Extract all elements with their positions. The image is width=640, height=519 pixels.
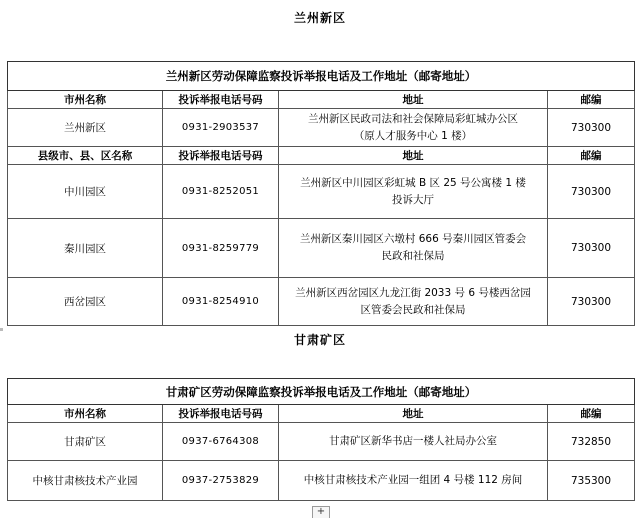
cell-postal: 732850 (548, 423, 635, 461)
address-line: （原人才服务中心 1 楼） (353, 129, 473, 142)
sub-header-row (8, 147, 635, 165)
cell-phone: 0931-8252051 (163, 165, 279, 219)
cell-phone: 0931-2903537 (163, 109, 279, 147)
subheader-postal: 邮编 (548, 147, 635, 165)
cell-name: 西岔园区 (8, 278, 163, 326)
add-row-button[interactable]: + (312, 506, 330, 518)
cell-address (279, 165, 548, 219)
address-line: 投诉大厅 (392, 193, 434, 206)
cell-address (279, 278, 548, 326)
cell-phone: 0937-2753829 (163, 461, 279, 501)
table-title: 甘肃矿区劳动保障监察投诉举报电话及工作地址（邮寄地址） (8, 379, 635, 405)
header-city: 市州名称 (8, 91, 163, 109)
cell-address (279, 219, 548, 278)
header-postal: 邮编 (548, 405, 635, 423)
header-phone: 投诉举报电话号码 (163, 405, 279, 423)
address-line: 中核甘肃核技术产业园一组团 4 号楼 112 房间 (303, 474, 523, 486)
subheader-phone: 投诉举报电话号码 (163, 147, 279, 165)
cell-name: 秦川园区 (8, 219, 163, 278)
address-line: 民政和社保局 (381, 250, 445, 262)
section-heading-lanzhou: 兰州新区 (293, 11, 346, 25)
cell-postal: 730300 (548, 219, 635, 278)
table-row (8, 423, 635, 461)
table-row (8, 278, 635, 326)
table-row (8, 461, 635, 501)
header-address: 地址 (279, 91, 548, 109)
cell-name: 中川园区 (8, 165, 163, 219)
header-row (8, 405, 635, 423)
table-row (8, 219, 635, 278)
cell-phone: 0931-8259779 (163, 219, 279, 278)
header-city: 市州名称 (8, 405, 163, 423)
address-line: 兰州新区民政司法和社会保障局彩虹城办公区 (308, 112, 518, 125)
table-row (8, 165, 635, 219)
cell-name: 兰州新区 (8, 109, 163, 147)
address-line: 区管委会民政和社保局 (360, 303, 466, 316)
contact-table-gansu (7, 378, 635, 501)
cell-postal: 730300 (548, 278, 635, 326)
table-row (8, 109, 635, 147)
cell-postal: 735300 (548, 461, 635, 501)
section-heading-gansu: 甘肃矿区 (293, 333, 346, 347)
table-title-row (8, 379, 635, 405)
header-address: 地址 (279, 405, 548, 423)
subheader-county: 县级市、县、区名称 (8, 147, 163, 165)
table-title-row (8, 62, 635, 91)
table-title: 兰州新区劳动保障监察投诉举报电话及工作地址（邮寄地址） (8, 62, 635, 91)
cell-phone: 0937-6764308 (163, 423, 279, 461)
subheader-address: 地址 (279, 147, 548, 165)
address-line: 兰州新区西岔园区九龙江街 2033 号 6 号楼西岔园 (295, 286, 531, 299)
cell-address (279, 461, 548, 501)
contact-table-lanzhou (7, 61, 635, 326)
header-phone: 投诉举报电话号码 (163, 91, 279, 109)
cell-phone: 0931-8254910 (163, 278, 279, 326)
header-row (8, 91, 635, 109)
cell-name: 中核甘肃核技术产业园 (8, 461, 163, 501)
cell-postal: 730300 (548, 109, 635, 147)
cell-address (279, 109, 548, 147)
cell-name: 甘肃矿区 (8, 423, 163, 461)
cell-address (279, 423, 548, 461)
address-line: 甘肃矿区新华书店一楼人社局办公室 (329, 435, 497, 447)
address-line: 兰州新区中川园区彩虹城 B 区 25 号公寓楼 1 楼 (300, 176, 526, 189)
cell-postal: 730300 (548, 165, 635, 219)
header-postal: 邮编 (548, 91, 635, 109)
address-line: 兰州新区秦川园区六墩村 666 号秦川园区管委会 (299, 233, 527, 245)
